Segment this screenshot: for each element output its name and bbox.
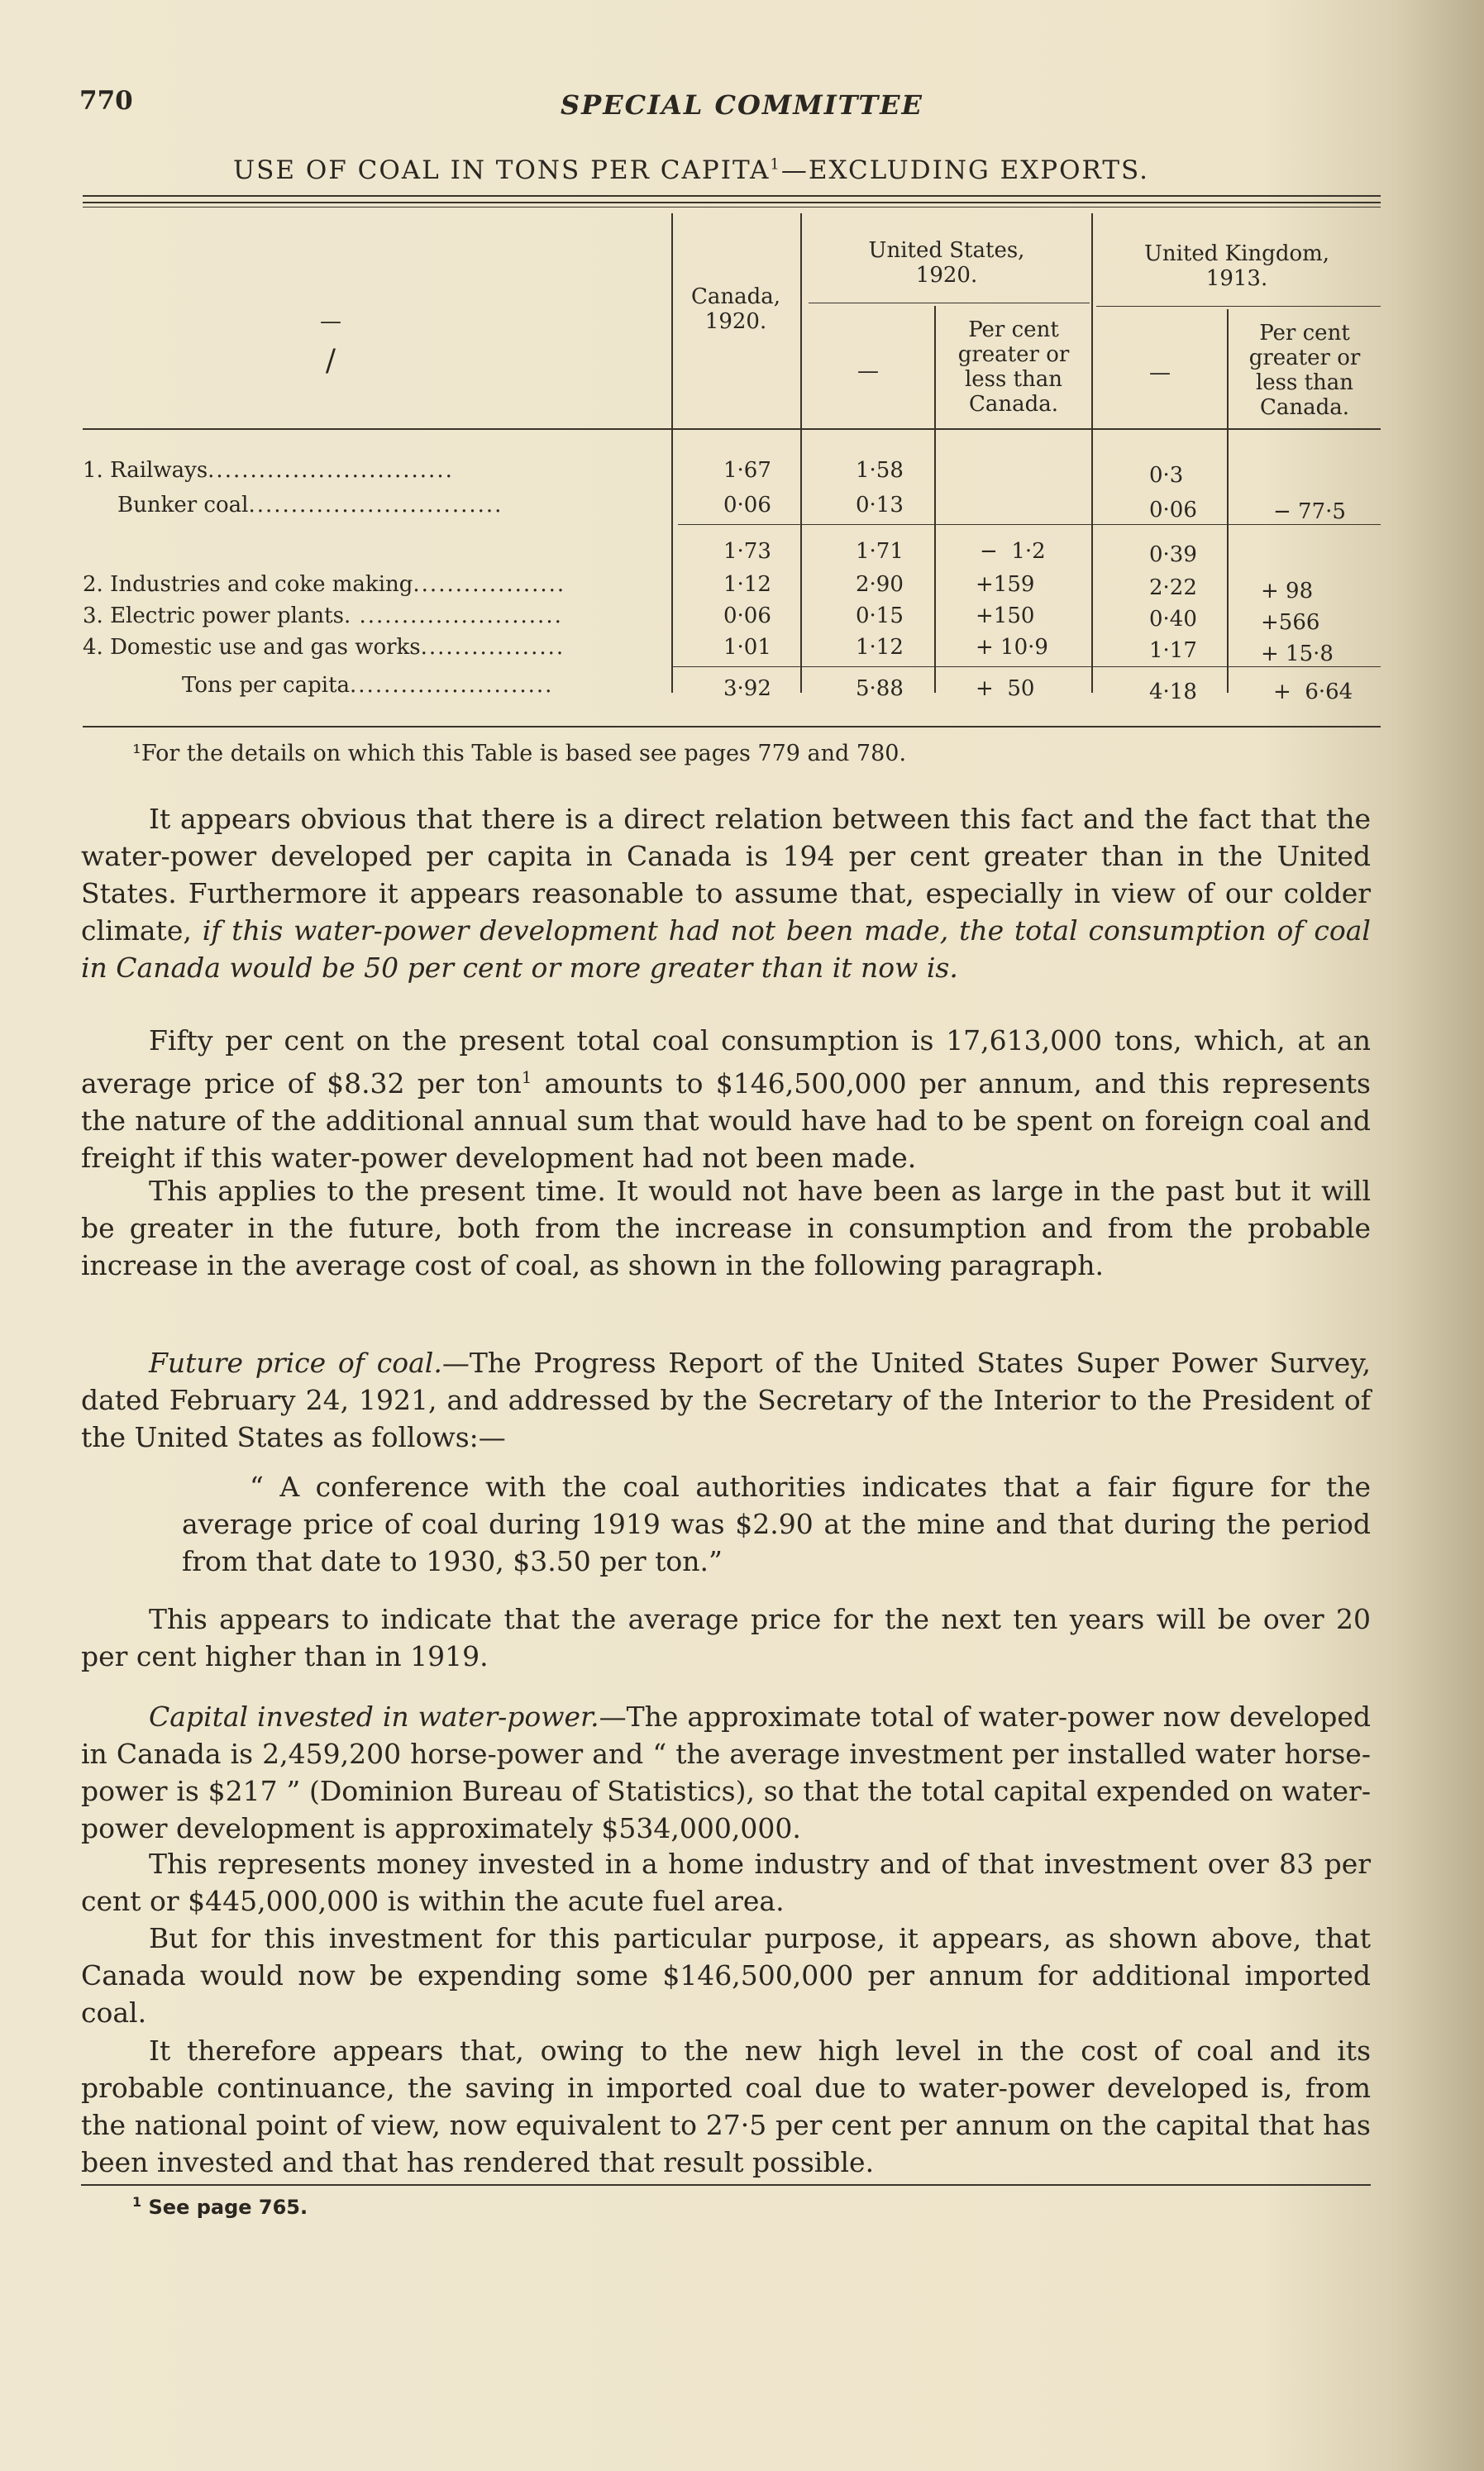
quotation: “ A conference with the coal authorities indicates that a fair figure for the average price of coal during 1919 was $2.90 at the mine and that during the period from that date to 1930, $3.50 per ton.” bbox=[182, 1471, 1371, 1577]
table-title-sup: 1 bbox=[770, 155, 781, 174]
paragraph-8: But for this investment for this particular purpose, it appears, as shown above, that Canada would now be expending some $146,500,000 per annum for additional imported coal. bbox=[81, 1922, 1371, 2029]
canada-value: 0·06 bbox=[723, 493, 771, 518]
total-uk-percent: + 6·64 bbox=[1273, 680, 1353, 704]
total-us: 5·88 bbox=[856, 676, 904, 701]
col-us-line1: United States, bbox=[868, 238, 1025, 263]
table-title-text: USE OF COAL IN TONS PER CAPITA bbox=[233, 155, 771, 185]
rule bbox=[671, 666, 1381, 667]
us-value: 0·15 bbox=[856, 603, 904, 628]
canada-value: 1·67 bbox=[723, 458, 771, 483]
row-label: 3. Electric power plants. ........................ bbox=[83, 603, 563, 628]
us-value: 0·13 bbox=[856, 493, 904, 518]
pct-line1: Per cent bbox=[1259, 321, 1350, 346]
paragraph-1: It appears obvious that there is a direct relation between this fact and the fact that the water-power developed per capita in Canada is 194 per cent greater than in the United States. Furthermore it appears reasonable to assume that, especially in view of our colder climate, if this water-power development had not been made, the total consumption of coal in Canada would be 50 per cent or more greater than it now is. bbox=[81, 803, 1371, 984]
paragraph-7: This represents money invested in a home industry and of that investment over 83 per cent or $445,000,000 is within the acute fuel area. bbox=[81, 1848, 1371, 1917]
uk-value: 0·40 bbox=[1149, 607, 1197, 632]
rule bbox=[1096, 306, 1381, 307]
col-uk-line2: 1913. bbox=[1205, 266, 1268, 291]
pct-line4: Canada. bbox=[1259, 395, 1350, 420]
col-uk-header bbox=[1093, 241, 1381, 291]
coal-table bbox=[83, 195, 1381, 741]
total-canada: 3·92 bbox=[723, 676, 771, 701]
uk-percent: +566 bbox=[1261, 610, 1320, 635]
uk-value: 1·17 bbox=[1149, 638, 1197, 663]
stub-dash: — bbox=[320, 309, 341, 334]
col-canada-line2: 1920. bbox=[704, 309, 767, 334]
running-header: SPECIAL COMMITTEE bbox=[561, 89, 923, 121]
col-us-percent-header bbox=[936, 317, 1091, 417]
total-uk: 4·18 bbox=[1149, 680, 1197, 704]
uk-percent: + 98 bbox=[1261, 579, 1314, 603]
uk-value: 0·39 bbox=[1149, 542, 1197, 567]
uk-percent: + 15·8 bbox=[1261, 642, 1334, 666]
col-us-line2: 1920. bbox=[915, 263, 978, 288]
rule bbox=[83, 195, 1381, 197]
total-us-percent: + 50 bbox=[976, 676, 1035, 701]
us-percent: +150 bbox=[976, 603, 1035, 628]
uk-value: 2·22 bbox=[1149, 575, 1197, 600]
row-label: 1. Railways............................. bbox=[83, 458, 454, 483]
row-label: 4. Domestic use and gas works................. bbox=[83, 635, 565, 660]
uk-percent: − 77·5 bbox=[1273, 499, 1346, 524]
us-value: 1·12 bbox=[856, 635, 904, 660]
table-footnote: ¹For the details on which this Table is based see pages 779 and 780. bbox=[132, 741, 907, 766]
us-percent: − 1·2 bbox=[980, 539, 1046, 564]
col-uk-value-header: — bbox=[1149, 360, 1171, 385]
paragraph-3: This applies to the present time. It would not have been as large in the past but it will be greater in the future, both from the increase in consumption and from the probable increase in the average cost of coal, as shown in the following paragraph. bbox=[81, 1175, 1371, 1281]
pct-line3: less than bbox=[1255, 370, 1354, 395]
p4-heading: Future price of coal. bbox=[149, 1347, 442, 1379]
canada-value: 1·01 bbox=[723, 635, 771, 660]
page-number: 770 bbox=[79, 86, 133, 116]
col-us-value-header: — bbox=[857, 359, 879, 384]
paragraph-9: It therefore appears that, owing to the new high level in the cost of coal and its probable continuance, the saving in imported coal due to water-power developed is, from the national point of view, now equivalent to 27·5 per cent per annum on the capital that has been invested and that has rendered that result possible. bbox=[81, 2035, 1371, 2178]
canada-value: 0·06 bbox=[723, 603, 771, 628]
p6-heading: Capital invested in water-power. bbox=[149, 1701, 599, 1733]
row-label: Bunker coal.............................. bbox=[117, 493, 503, 518]
paragraph-6: Capital invested in water-power.—The approximate total of water-power now developed in Canada is 2,459,200 horse-power and “ the average investment per installed water horse-power is $217 ” (Dominion Bureau of Statistics), so that the total capital expended on water-power development is approximately $534,000,000. bbox=[81, 1701, 1371, 1844]
paragraph-4: Future price of coal.—The Progress Report of the United States Super Power Survey, dated February 24, 1921, and addressed by the Secretary of the Interior to the President of the United States as follows:— bbox=[81, 1347, 1371, 1453]
table-title-suffix: —EXCLUDING EXPORTS. bbox=[780, 155, 1150, 185]
uk-value: 0·3 bbox=[1149, 463, 1184, 488]
rule bbox=[678, 524, 1381, 525]
page-footnote: $^1$ See page 765. bbox=[132, 2194, 308, 2219]
rule bbox=[83, 428, 1381, 430]
pct-line1: Per cent bbox=[968, 317, 1059, 342]
pct-line2: greater or bbox=[957, 342, 1070, 367]
us-percent: +159 bbox=[976, 572, 1035, 597]
col-uk-line1: United Kingdom, bbox=[1143, 241, 1330, 266]
stub-mark: / bbox=[325, 344, 336, 378]
p1-italic: if this water-power development had not been made, the total consumption of coal in Canada would be 50 per cent or more greater than it now is. bbox=[81, 914, 1371, 984]
rule bbox=[83, 207, 1381, 208]
us-value: 2·90 bbox=[856, 572, 904, 597]
row-label: 2. Industries and coke making.................. bbox=[83, 572, 566, 597]
uk-value: 0·06 bbox=[1149, 498, 1197, 522]
col-canada-line1: Canada, bbox=[690, 284, 781, 309]
total-label: Tons per capita........................ bbox=[182, 673, 554, 698]
pct-line4: Canada. bbox=[968, 392, 1059, 417]
canada-value: 1·73 bbox=[723, 539, 771, 564]
us-percent: + 10·9 bbox=[976, 635, 1048, 660]
rule bbox=[83, 726, 1381, 727]
pct-line2: greater or bbox=[1248, 346, 1361, 370]
col-canada-header bbox=[671, 284, 800, 334]
col-us-header bbox=[802, 238, 1091, 288]
us-value: 1·58 bbox=[856, 458, 904, 483]
footnote-rule bbox=[81, 2184, 1371, 2186]
rule bbox=[83, 202, 1381, 203]
us-value: 1·71 bbox=[856, 539, 904, 564]
col-uk-percent-header bbox=[1229, 321, 1381, 420]
pct-line3: less than bbox=[964, 367, 1063, 392]
canada-value: 1·12 bbox=[723, 572, 771, 597]
table-title bbox=[233, 155, 1149, 185]
paragraph-5: This appears to indicate that the average price for the next ten years will be over 20 per cent higher than in 1919. bbox=[81, 1603, 1371, 1672]
paragraph-2: Fifty per cent on the present total coal consumption is 17,613,000 tons, which, at an average price of $8.32 per ton$^1$ amounts to $146,500,000 per annum, and this represents the nature of the additional annual sum that would have had to be spent on foreign coal and freight if this water-power development had not been made. bbox=[81, 1024, 1371, 1174]
